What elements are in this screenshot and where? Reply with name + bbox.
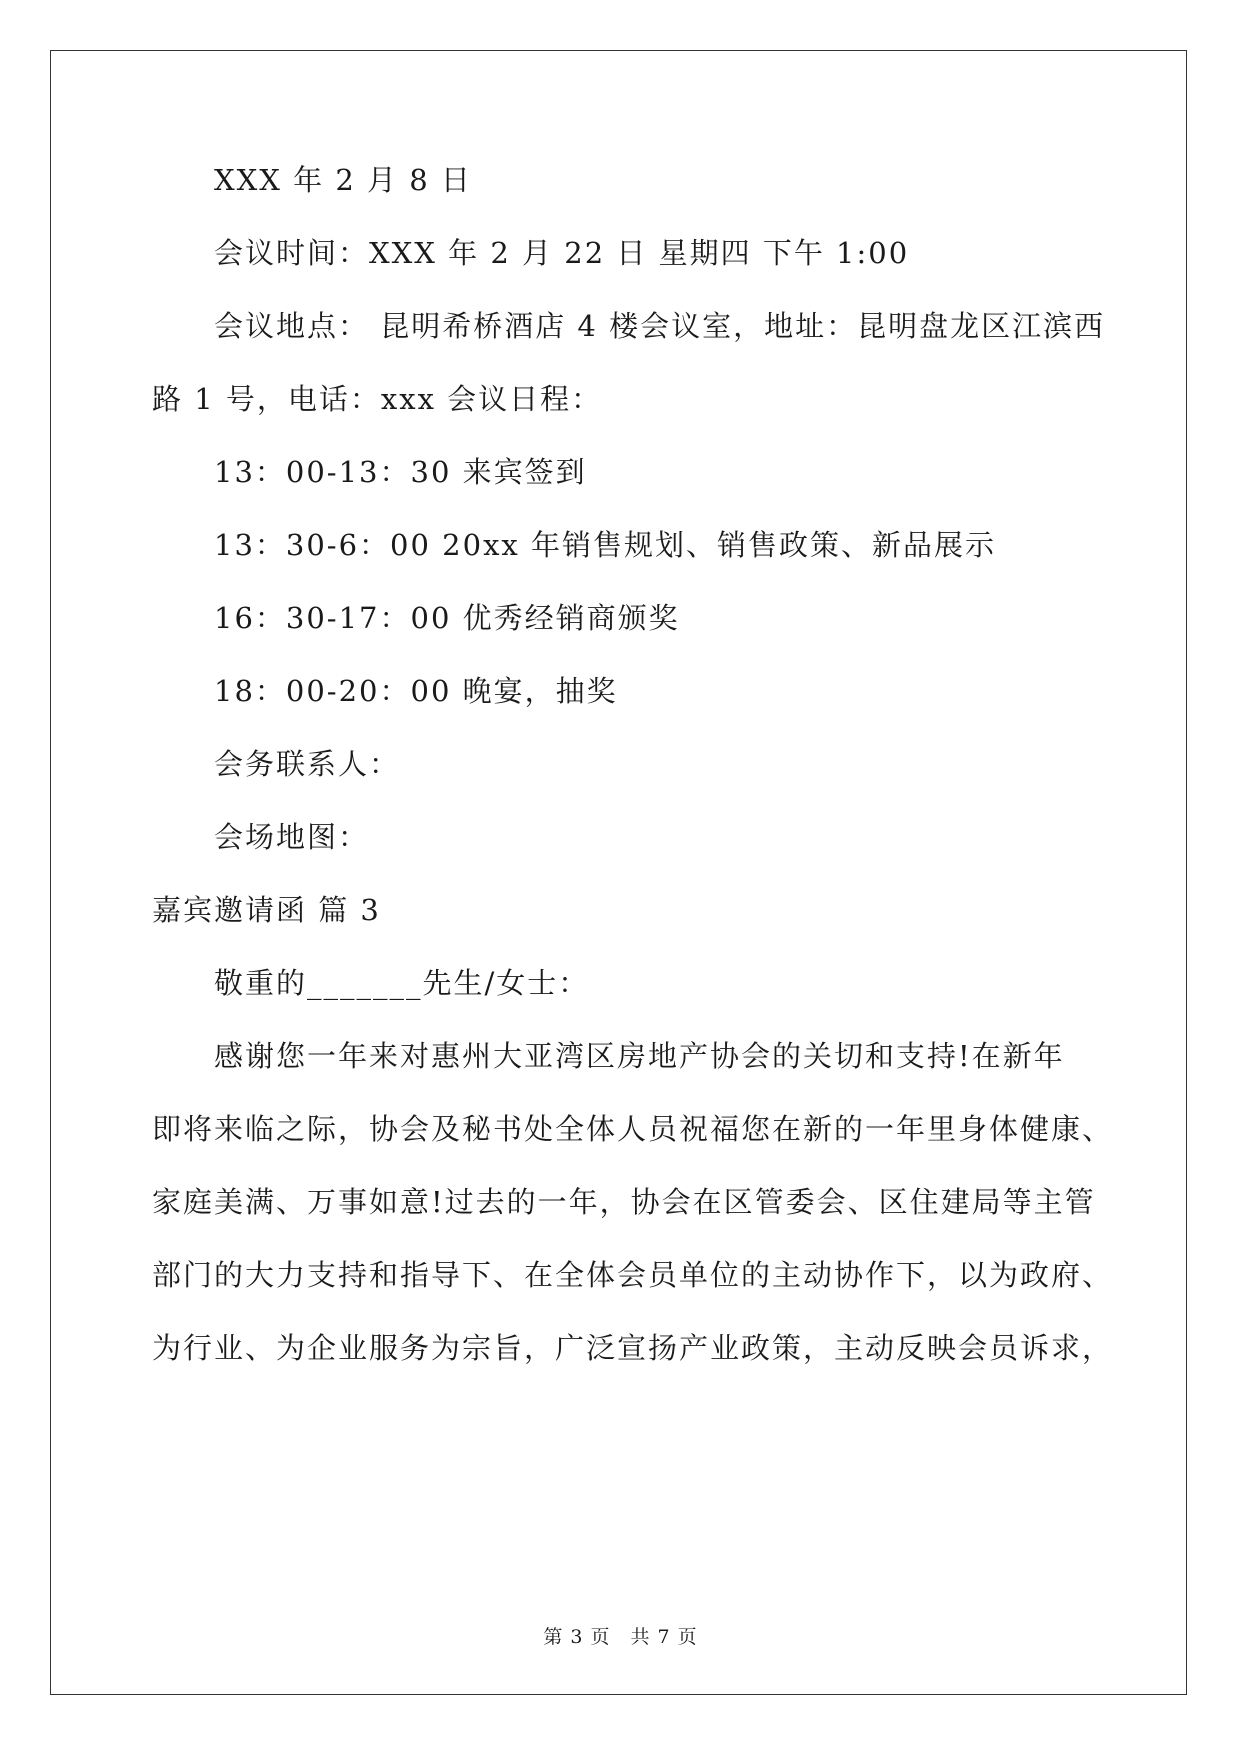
venue-map-line: 会场地图：: [214, 820, 370, 854]
meeting-location-continued-line: 路 1 号，电话：xxx 会议日程：: [152, 382, 603, 416]
salutation-line: 敬重的_______先生/女士：: [214, 966, 590, 1000]
page-number-footer: 第 3 页 共 7 页: [543, 1626, 698, 1648]
meeting-location-line: 会议地点： 昆明希桥酒店 4 楼会议室，地址：昆明盘龙区江滨西: [214, 309, 1106, 343]
schedule-item: 13：30-6：00 20xx 年销售规划、销售政策、新品展示: [214, 528, 997, 562]
page-border: [50, 50, 1187, 1695]
schedule-item: 16：30-17：00 优秀经销商颁奖: [214, 601, 680, 635]
paragraph-line: 部门的大力支持和指导下、在全体会员单位的主动协作下，以为政府、: [152, 1258, 1114, 1292]
schedule-item: 13：00-13：30 来宾签到: [214, 455, 587, 489]
schedule-item: 18：00-20：00 晚宴，抽奖: [214, 674, 618, 708]
paragraph-line: 为行业、为企业服务为宗旨，广泛宣扬产业政策，主动反映会员诉求，: [152, 1331, 1114, 1365]
paragraph-line: 即将来临之际，协会及秘书处全体人员祝福您在新的一年里身体健康、: [152, 1112, 1114, 1146]
paragraph-line: 家庭美满、万事如意!过去的一年，协会在区管委会、区住建局等主管: [152, 1185, 1096, 1219]
paragraph-line: 感谢您一年来对惠州大亚湾区房地产协会的关切和支持!在新年: [214, 1039, 1065, 1073]
date-line: XXX 年 2 月 8 日: [214, 163, 472, 197]
meeting-time-line: 会议时间：XXX 年 2 月 22 日 星期四 下午 1:00: [214, 236, 910, 270]
contact-line: 会务联系人：: [214, 747, 401, 781]
section-heading: 嘉宾邀请函 篇 3: [152, 893, 381, 927]
